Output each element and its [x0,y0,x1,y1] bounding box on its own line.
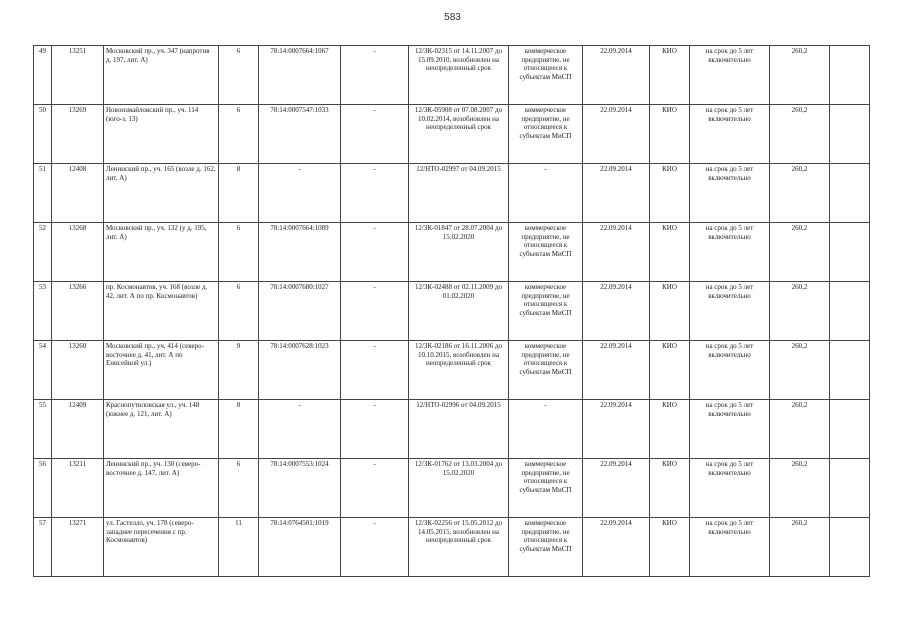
contract-info: 12/НТО-02996 от 04.09.2015 [409,400,509,459]
empty-cell [830,341,870,400]
organization: КИО [650,105,690,164]
object-id: 13269 [52,105,104,164]
row-number: 53 [34,282,52,341]
contract-info: 12/ЗК-02256 от 15.05.2012 до 14.05.2015, возобновлен на неопределенный срок [409,518,509,577]
empty-cell [830,400,870,459]
row-number: 50 [34,105,52,164]
object-id: 13251 [52,46,104,105]
cadastral-number: - [259,400,341,459]
empty-cell [830,46,870,105]
contract-info: 12/ЗК-02488 от 02.11.2009 до 01.02.2020 [409,282,509,341]
organization: КИО [650,459,690,518]
decision-date: 22.09.2014 [583,105,650,164]
empty-cell [830,105,870,164]
empty-cell [830,518,870,577]
organization: КИО [650,400,690,459]
lease-term: на срок до 5 лет включительно [690,459,770,518]
address: ул. Гастелло, уч. 178 (северо-западнее пересечения с пр. Космонавтов) [104,518,219,577]
empty-cell [830,164,870,223]
organization: КИО [650,282,690,341]
table-row [34,341,870,400]
rate-value: 260,2 [770,282,830,341]
organization: КИО [650,164,690,223]
rate-value: 260,2 [770,46,830,105]
zone-code: 8 [219,400,259,459]
zone-code: 11 [219,518,259,577]
zone-code: 6 [219,223,259,282]
cadastral-number: 78:14:0007664:1089 [259,223,341,282]
address: Ленинский пр., уч. 165 (возле д. 162, лит. А) [104,164,219,223]
rate-value: 260,2 [770,341,830,400]
contract-info: 12/НТО-02997 от 04.09.2015 [409,164,509,223]
empty-marker: - [341,518,409,577]
empty-marker: - [341,164,409,223]
rate-value: 260,2 [770,223,830,282]
zone-code: 8 [219,164,259,223]
object-id: 13271 [52,518,104,577]
table-row [34,223,870,282]
empty-cell [830,459,870,518]
cadastral-number: 78:14:0007547:1033 [259,105,341,164]
zone-code: 6 [219,459,259,518]
tenant-category: коммерческое предприятие, не относящееся к субъектам МиСП [509,105,583,164]
organization: КИО [650,46,690,105]
object-id: 13260 [52,341,104,400]
table-row [34,164,870,223]
address: Московский пр., уч. 132 (у д. 195, лит. А) [104,223,219,282]
cadastral-number: 78:14:0007664:1067 [259,46,341,105]
tenant-category: коммерческое предприятие, не относящееся к субъектам МиСП [509,282,583,341]
decision-date: 22.09.2014 [583,223,650,282]
table-row [34,459,870,518]
tenant-category: коммерческое предприятие, не относящееся к субъектам МиСП [509,223,583,282]
empty-marker: - [341,341,409,400]
cadastral-number: 78:14:0007680:1027 [259,282,341,341]
address: Краснопутиловская ул., уч. 148 (южнее д. 121, лит. А) [104,400,219,459]
lease-term: на срок до 5 лет включительно [690,164,770,223]
contract-info: 12/ЗК-02315 от 14.11.2007 до 15.09.2010, возобновлен на неопределенный срок [409,46,509,105]
empty-marker: - [341,400,409,459]
table-row [34,46,870,105]
organization: КИО [650,341,690,400]
address: Новоизмайловский пр., уч. 114 (юго-з. 13) [104,105,219,164]
empty-cell [830,282,870,341]
address: Ленинский пр., уч. 130 (северо-восточнее д. 147, лит. А) [104,459,219,518]
decision-date: 22.09.2014 [583,46,650,105]
cadastral-number: 78:14:0764501:1019 [259,518,341,577]
cadastral-number: - [259,164,341,223]
rate-value: 260,2 [770,459,830,518]
cadastral-number: 78:14:0007628:1023 [259,341,341,400]
page-number: 583 [444,12,461,23]
address: Московский пр., уч. 347 (напротив д. 197, лит. А) [104,46,219,105]
lease-term: на срок до 5 лет включительно [690,518,770,577]
address: Московский пр., уч. 414 (северо-восточнее д. 41, лит. А по Енисейной ул.) [104,341,219,400]
organization: КИО [650,518,690,577]
contract-info: 12/ЗК-05908 от 07.08.2007 до 10.02.2014, возобновлен на неопределенный срок [409,105,509,164]
contract-info: 12/ЗК-01847 от 28.07.2004 до 15.02.2020 [409,223,509,282]
lease-term: на срок до 5 лет включительно [690,400,770,459]
tenant-category: - [509,164,583,223]
rate-value: 260,2 [770,164,830,223]
rate-value: 260,2 [770,105,830,164]
row-number: 54 [34,341,52,400]
decision-date: 22.09.2014 [583,400,650,459]
rate-value: 260,2 [770,518,830,577]
tenant-category: коммерческое предприятие, не относящееся к субъектам МиСП [509,46,583,105]
tenant-category: - [509,400,583,459]
empty-marker: - [341,282,409,341]
object-id: 13268 [52,223,104,282]
empty-marker: - [341,46,409,105]
row-number: 55 [34,400,52,459]
object-id: 12408 [52,164,104,223]
lease-term: на срок до 5 лет включительно [690,282,770,341]
rate-value: 260,2 [770,400,830,459]
contract-info: 12/ЗК-02186 от 16.11.2006 до 10.10.2015, возобновлен на неопределенный срок [409,341,509,400]
row-number: 49 [34,46,52,105]
lease-term: на срок до 5 лет включительно [690,46,770,105]
decision-date: 22.09.2014 [583,341,650,400]
zone-code: 9 [219,341,259,400]
table-row [34,518,870,577]
decision-date: 22.09.2014 [583,282,650,341]
row-number: 51 [34,164,52,223]
table-row [34,282,870,341]
lease-term: на срок до 5 лет включительно [690,223,770,282]
object-id: 12409 [52,400,104,459]
row-number: 52 [34,223,52,282]
row-number: 57 [34,518,52,577]
lease-term: на срок до 5 лет включительно [690,341,770,400]
decision-date: 22.09.2014 [583,164,650,223]
table-row [34,400,870,459]
organization: КИО [650,223,690,282]
object-id: 13211 [52,459,104,518]
object-id: 13266 [52,282,104,341]
zone-code: 6 [219,282,259,341]
empty-marker: - [341,459,409,518]
empty-cell [830,223,870,282]
address: пр. Космонавтов, уч. 168 (возле д. 42, лит. А по пр. Космонавтов) [104,282,219,341]
cadastral-number: 78:14:0007553:1024 [259,459,341,518]
decision-date: 22.09.2014 [583,459,650,518]
row-number: 56 [34,459,52,518]
empty-marker: - [341,223,409,282]
registry-table [33,45,870,577]
decision-date: 22.09.2014 [583,518,650,577]
tenant-category: коммерческое предприятие, не относящееся к субъектам МиСП [509,459,583,518]
zone-code: 6 [219,46,259,105]
tenant-category: коммерческое предприятие, не относящееся к субъектам МиСП [509,341,583,400]
empty-marker: - [341,105,409,164]
zone-code: 6 [219,105,259,164]
contract-info: 12/ЗК-01762 от 13.03.2004 до 15.02.2020 [409,459,509,518]
tenant-category: коммерческое предприятие, не относящееся к субъектам МиСП [509,518,583,577]
table-row [34,105,870,164]
lease-term: на срок до 5 лет включительно [690,105,770,164]
